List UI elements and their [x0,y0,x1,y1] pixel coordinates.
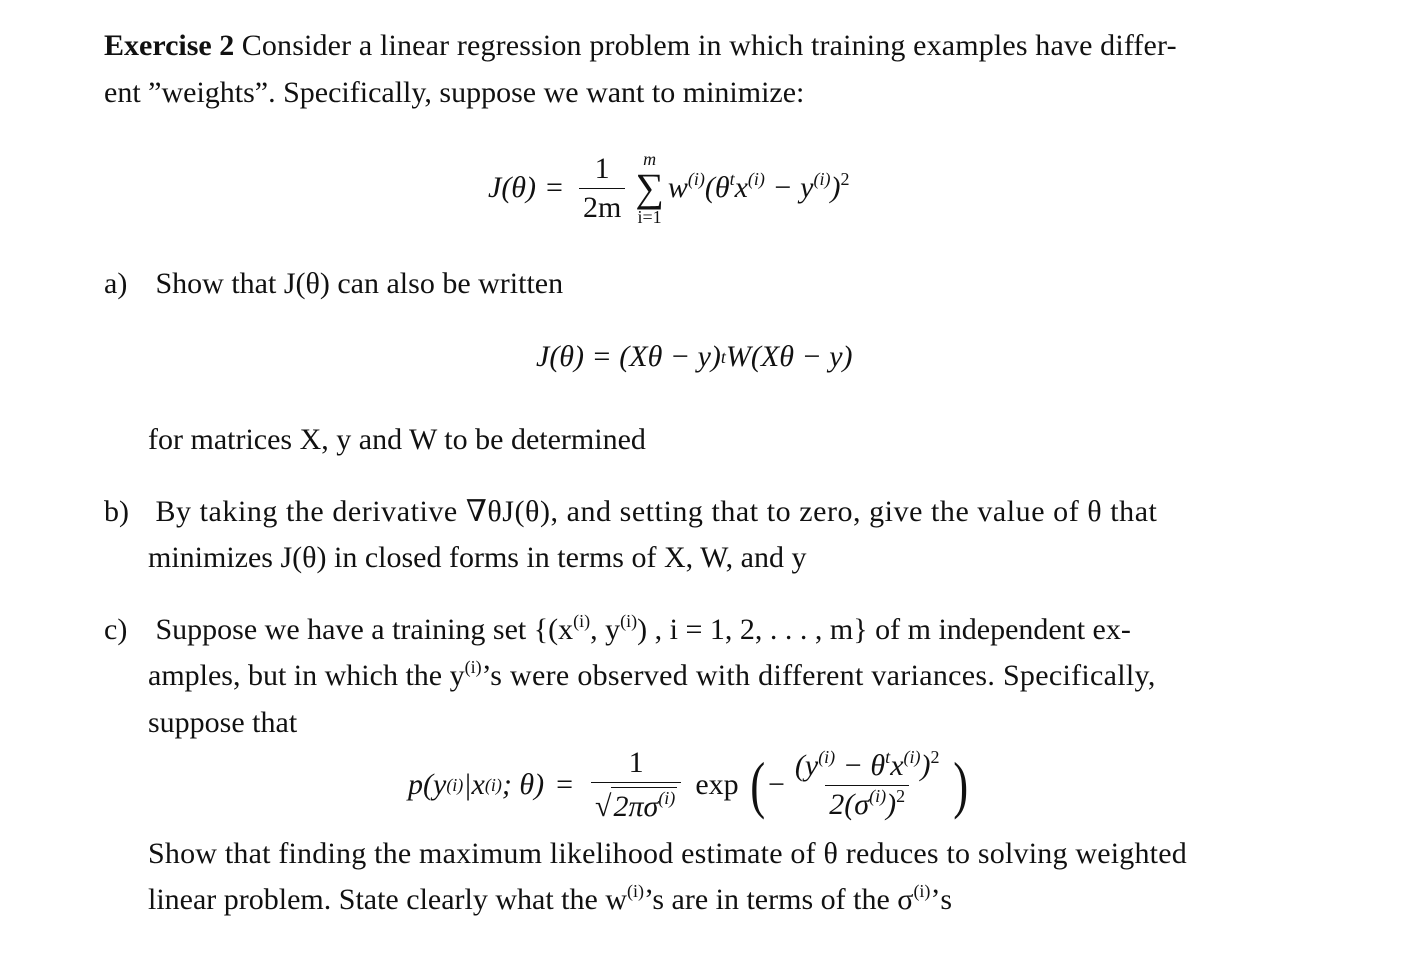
part-c-after2-b: ’s are in terms of the σ [644,883,914,916]
exercise-text-line2: ent ”weights”. Specifically, suppose we want to minimize: [104,76,805,109]
sup-2: 2 [896,785,906,806]
sup-i: (i) [818,746,836,767]
part-c-line2 [148,658,1156,694]
pc-inner-num-a: (y [794,748,819,782]
part-c-line3-text: suppose that [148,706,298,739]
part-a-equation: J(θ) = (Xθ − y) t W(Xθ − y) [536,340,853,373]
part-c-after1 [148,836,1187,872]
sup-i: (i) [620,611,638,631]
part-c-line2-b: ’s were observed with different variances. Specifically, [481,659,1156,692]
eq1-frac-den: 2m [579,188,625,225]
part-b-line1 [104,494,1312,530]
pc-eq-inner-fraction [791,746,944,822]
eq1-equals: = [546,171,563,204]
pc-inner-den-b: ) [886,787,897,821]
sqrt [595,787,677,824]
eq1-minus-y: − y [764,171,814,204]
pc-eq-fraction [591,746,681,824]
pc-eq-equals: = [556,768,574,801]
part-a-after-text: for matrices X, y and W to be determined [148,423,646,456]
part-a-line [104,266,563,302]
exercise-title: Exercise 2 [104,29,235,62]
exercise-intro-line2 [104,75,804,111]
part-c-line1 [104,612,1131,648]
part-c-line1-b: , y [590,613,621,646]
sup-i: (i) [464,657,482,677]
pc-eq-den [591,782,681,824]
eq1-sup-i-x: (i) [747,169,765,189]
eq1-w: w [667,171,688,204]
part-c-after2-a: linear problem. State clearly what the w [148,883,627,916]
part-a-eq-lhs: J(θ) = (Xθ − y) [536,340,721,373]
part-b-text2: minimizes J(θ) in closed forms in terms of X, W, and y [148,541,807,574]
part-c-line1-a: Suppose we have a training set {(x [155,613,574,646]
pc-eq-exp: exp [695,768,739,801]
eq1-frac-num: 1 [594,151,610,185]
sup-i: (i) [627,881,644,901]
part-c-after2 [148,882,952,918]
eq1-sum-lower: i=1 [637,207,662,227]
eq1-sup-i-y: (i) [813,169,831,189]
eq1-lhs: J(θ) [488,171,537,204]
sup-t: t [885,746,891,767]
big-right-paren: ) [952,749,968,820]
eq1-sup-t: t [729,169,735,189]
eq1-fraction [579,152,625,225]
part-c-after2-c: ’s [930,883,953,916]
pc-eq-num: 1 [628,746,644,779]
pc-inner-num-b: − θ [835,748,886,782]
eq1-sum [635,150,664,226]
part-c-line2-a: amples, but in which the y [148,659,465,692]
sqrt-radicand [611,787,677,824]
part-a-label: a) [104,267,128,300]
sup-i: (i) [658,788,676,808]
sup-2: 2 [930,746,940,767]
eq1-x: x [734,171,748,204]
eq1-open: (θ [704,171,730,204]
part-c-line1-c: ) , i = 1, 2, . . . , m} of m independent ex- [637,613,1131,646]
part-c-equation: p(y (i) |x (i) ; θ) = 1 √ $2\pi\sigma^{(i)}$ exp ( − $\frac{(y^{(i)} - \theta^tx^{(i)})^2}{2(\sigma^{(i)})^2}$ ) [408,746,968,823]
part-c-line3 [148,705,297,741]
eq1-sup-i-w: (i) [687,169,705,189]
part-b-label: b) [104,495,129,528]
part-b-line2 [148,540,806,576]
sigma-symbol: ∑ [635,165,664,210]
part-a-after [148,422,646,458]
pc-inner-num-d: ) [920,748,931,782]
pc-eq-lhs-a: p(y [408,768,447,801]
pc-eq-inner-num [791,746,944,785]
pc-eq-den-sqrt: 2πσ [613,790,659,823]
sup-i: (i) [913,881,931,901]
sup-i: (i) [573,611,591,631]
exercise-intro-line1 [104,28,1312,64]
eq1-sum-upper: m [643,149,657,169]
sqrt-sign: √ [595,790,612,823]
pc-inner-num-c: x [890,748,904,782]
exercise-text-line1: Consider a linear regression problem in which training examples have differ- [241,29,1177,62]
part-c-label: c) [104,613,128,646]
pc-inner-den-a: 2(σ [829,787,870,821]
eq1-body [668,171,850,205]
equation-cost-weighted [488,138,849,238]
eq1-sup-2: 2 [840,169,850,189]
eq1-close: ) [830,171,841,204]
big-left-paren: ( [749,749,765,820]
part-b-text1: By taking the derivative ∇θJ(θ), and setting that to zero, give the value of θ that [155,495,1158,528]
part-a-eq-rhs: W(Xθ − y) [725,340,853,373]
sup-i: (i) [903,746,921,767]
sup-i: (i) [869,785,887,806]
pc-eq-lhs-b: |x [463,768,485,801]
part-c-after1-text: Show that finding the maximum likelihood estimate of θ reduces to solving weighted [148,837,1187,870]
pc-eq-lhs-c: ; θ) [501,768,545,801]
part-a-text: Show that J(θ) can also be written [155,267,564,300]
pc-eq-minus: − [767,768,785,801]
pc-eq-inner-den [825,785,909,822]
